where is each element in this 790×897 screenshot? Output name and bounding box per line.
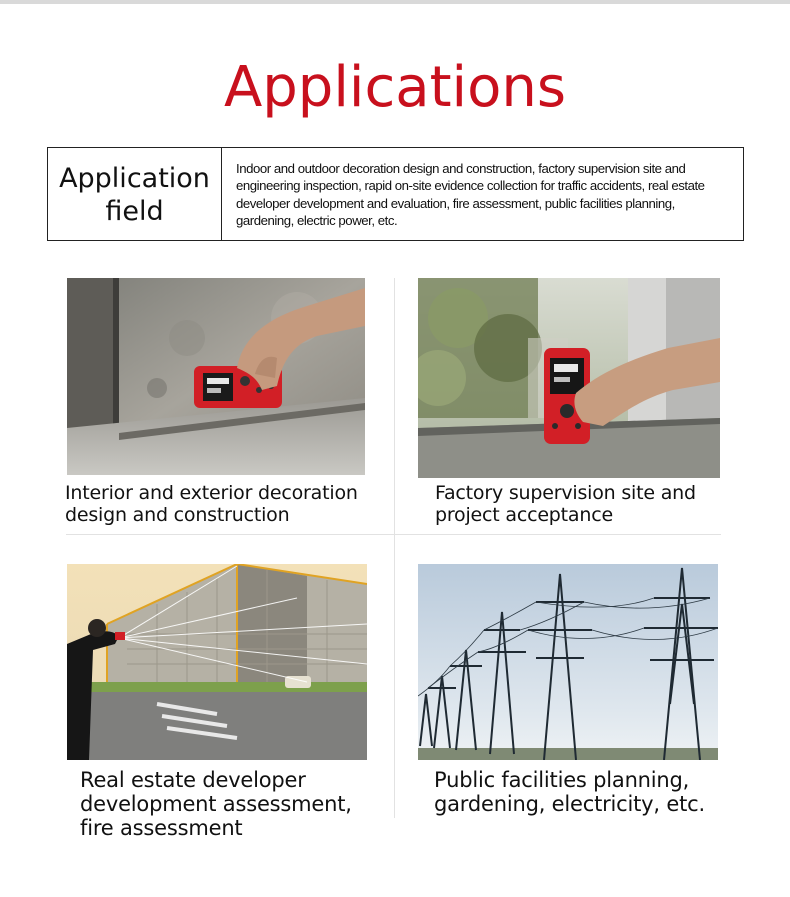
grid-divider-vertical (394, 278, 395, 818)
application-field-box (47, 147, 744, 241)
page-title: Applications (223, 55, 567, 120)
application-field-label: Application field (48, 148, 222, 240)
caption-line: fire assessment (80, 816, 243, 840)
caption-line: development assessment, (80, 792, 352, 816)
caption-line: Interior and exterior decoration (65, 482, 358, 504)
caption-line: gardening, electricity, etc. (434, 792, 705, 816)
caption-factory-supervision (435, 482, 696, 526)
top-divider (0, 0, 790, 4)
caption-line: Real estate developer (80, 768, 306, 792)
caption-interior-decoration (65, 482, 358, 526)
photo-power-lines (418, 564, 718, 760)
photo-factory-supervision (418, 278, 720, 478)
caption-line: Factory supervision site and (435, 482, 696, 504)
photo-real-estate (67, 564, 367, 760)
photo-interior-decoration (67, 278, 365, 475)
grid-divider-horizontal (66, 534, 721, 535)
application-field-description: Indoor and outdoor decoration design and construction, factory supervision site and engineering inspection, rapid on-site evidence collection for traffic accidents, real estate developer development and evaluation, fire assessment, public facilities planning, gardening, electric power, etc. (236, 161, 705, 229)
caption-line: Public facilities planning, (434, 768, 690, 792)
caption-real-estate (80, 768, 352, 840)
caption-power-lines (434, 768, 705, 816)
caption-line: design and construction (65, 504, 290, 526)
caption-line: project acceptance (435, 504, 613, 526)
